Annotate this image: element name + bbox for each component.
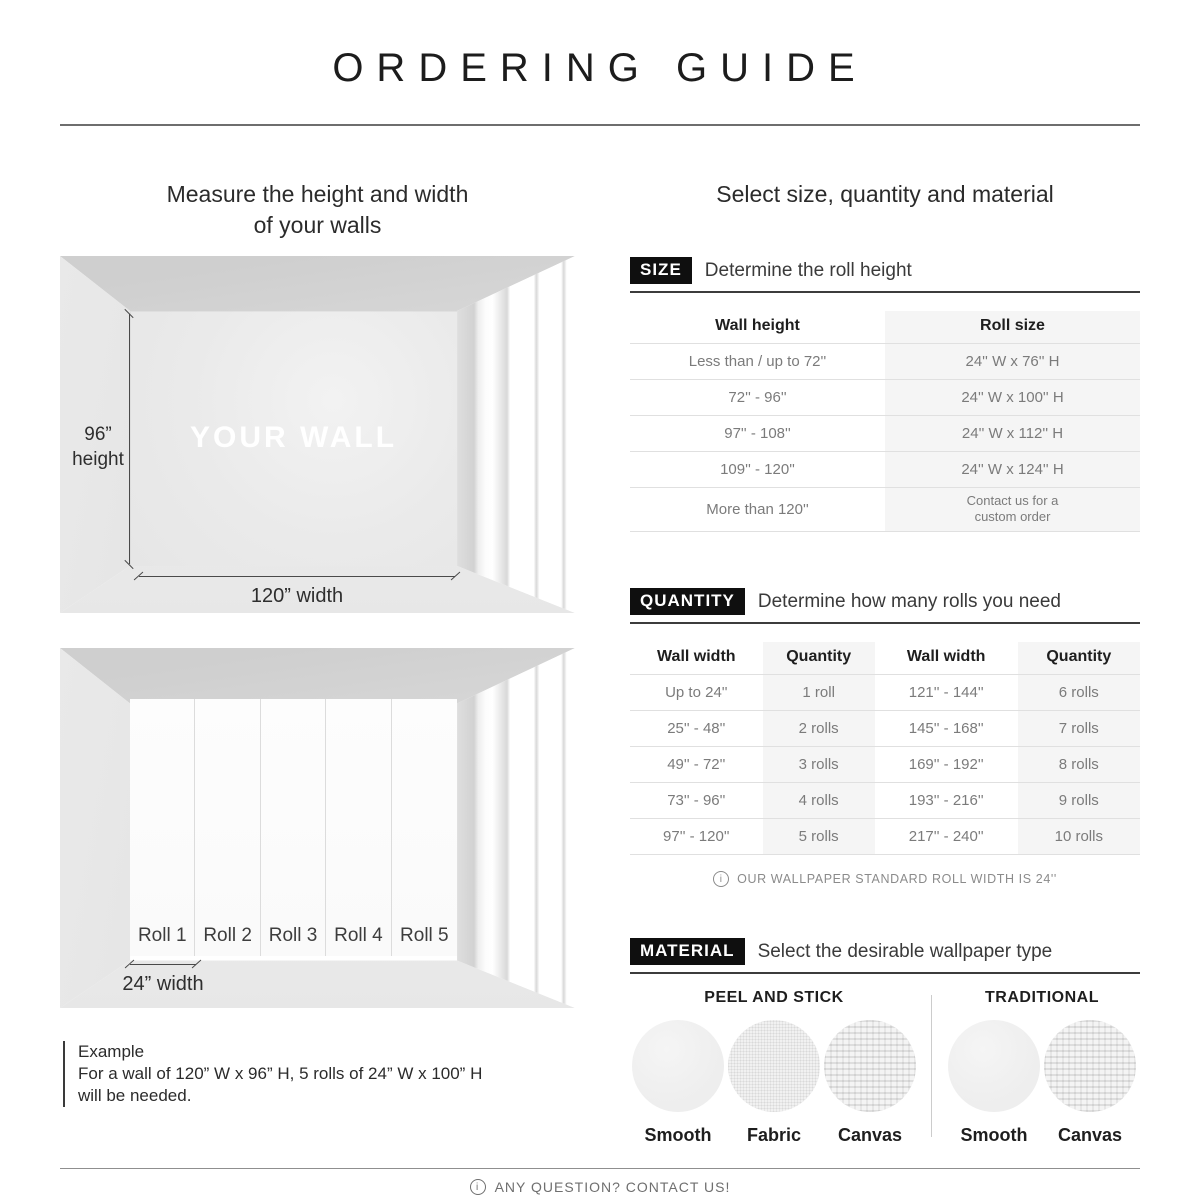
canvas-swatch-icon [824,1020,916,1112]
roll-panel [195,699,260,956]
roll-label: Roll 3 [268,925,318,947]
wall-height-cell: More than 120'' [630,488,885,532]
quantity-cell: 8 rolls [1018,747,1140,783]
roll-size-cell: 24'' W x 124'' H [885,452,1140,488]
wall-height-cell: 109'' - 120'' [630,452,885,488]
example-note [63,1041,575,1107]
measure-column [60,126,575,1107]
wall-height-cell: 72'' - 96'' [630,380,885,416]
roll-width-dimension-label: 24” width [122,973,204,995]
quantity-cell: 7 rolls [1018,711,1140,747]
roll-width-dimension-line [130,964,196,965]
table-row [630,783,1140,819]
roll-size-cell [885,488,1140,532]
content-columns [60,126,1140,1146]
wall-width-cell: 49'' - 72'' [630,747,763,783]
height-dimension-label [60,422,136,472]
roll-panel [326,699,391,956]
wall-width-cell: 145'' - 168'' [875,711,1018,747]
size-subtitle: Determine the roll height [704,259,912,281]
size-table [630,311,1140,532]
contact-custom-line2: custom order [974,509,1051,524]
quantity-cell: 4 rolls [763,783,875,819]
room-illustration-your-wall [60,256,575,613]
quantity-cell: 6 rolls [1018,675,1140,711]
table-row [630,819,1140,855]
example-line1: For a wall of 120” W x 96” H, 5 rolls of 24” W x 100” H [78,1064,483,1083]
qty-col-wall-width-1: Wall width [657,648,736,665]
quantity-section-header [630,588,1140,624]
traditional-title: TRADITIONAL [985,989,1099,1006]
roll-panel [261,699,326,956]
wall-width-cell: 25'' - 48'' [630,711,763,747]
footer-contact-text: ANY QUESTION? CONTACT US! [494,1179,731,1195]
roll-size-cell: 24'' W x 100'' H [885,380,1140,416]
peel-and-stick-title: PEEL AND STICK [704,989,844,1006]
size-badge: SIZE [630,257,692,284]
material-groups [630,989,1140,1146]
material-badge: MATERIAL [630,938,745,965]
select-heading: Select size, quantity and material [716,181,1054,207]
wall-width-cell: 193'' - 216'' [875,783,1018,819]
roll-label: Roll 2 [203,925,252,947]
material-group-divider [931,995,932,1137]
material-option-smooth [630,1020,726,1146]
standard-roll-width-note [630,871,1140,887]
wall-width-cell: 73'' - 96'' [630,783,763,819]
page-title: ORDERING GUIDE [332,46,868,90]
size-section-header [630,257,1140,293]
roll-label: Roll 4 [334,925,383,947]
roll-size-cell: 24'' W x 112'' H [885,416,1140,452]
quantity-cell: 3 rolls [763,747,875,783]
footer-contact [60,1179,1140,1195]
quantity-cell: 10 rolls [1018,819,1140,855]
roll-size-cell: 24'' W x 76'' H [885,344,1140,380]
qty-col-quantity-2: Quantity [1018,642,1140,675]
measure-heading [60,179,575,241]
table-row [630,380,1140,416]
measure-heading-line1: Measure the height and width [166,181,469,207]
width-dimension-line [139,576,455,577]
quantity-table [630,642,1140,855]
height-value: 96” [84,424,112,445]
size-table-header-row [630,311,1140,344]
wall-width-cell: 121'' - 144'' [875,675,1018,711]
wall-width-cell: 97'' - 120'' [630,819,763,855]
material-subtitle: Select the desirable wallpaper type [757,940,1053,962]
height-word: height [72,449,124,470]
roll-label: Roll 5 [400,925,449,947]
footer-divider [60,1168,1140,1169]
table-row [630,344,1140,380]
measure-heading-line2: of your walls [253,212,382,238]
example-title: Example [78,1042,145,1061]
wall-width-cell: 169'' - 192'' [875,747,1018,783]
size-col-wall-height: Wall height [715,317,800,334]
contact-custom-line1: Contact us for a [966,493,1059,508]
material-label: Canvas [837,1125,903,1145]
quantity-cell: 2 rolls [763,711,875,747]
table-row [630,711,1140,747]
table-row [630,675,1140,711]
table-row [630,747,1140,783]
quantity-section [630,588,1140,887]
material-label: Fabric [746,1125,802,1145]
wall-width-cell: Up to 24'' [630,675,763,711]
wall-height-cell: 97'' - 108'' [630,416,885,452]
smooth-swatch-icon [948,1020,1040,1112]
material-section [630,938,1140,1146]
quantity-badge: QUANTITY [630,588,745,615]
fabric-swatch-icon [728,1020,820,1112]
width-dimension-label: 120” width [250,585,344,607]
qty-col-quantity-1: Quantity [763,642,875,675]
peel-and-stick-group [630,989,918,1146]
material-label: Canvas [1057,1125,1123,1145]
info-icon [470,1179,486,1195]
traditional-group [946,989,1138,1146]
material-option-smooth [946,1020,1042,1146]
quantity-table-header-row [630,642,1140,675]
roll-panels [130,699,457,956]
quantity-cell: 1 roll [763,675,875,711]
room-illustration-rolls [60,648,575,1008]
canvas-swatch-icon [1044,1020,1136,1112]
quantity-cell: 5 rolls [763,819,875,855]
roll-panel [392,699,457,956]
quantity-cell: 9 rolls [1018,783,1140,819]
select-column [630,126,1140,1146]
material-option-canvas [822,1020,918,1146]
your-wall-label: YOUR WALL [190,421,398,455]
material-option-fabric [726,1020,822,1146]
example-line2: will be needed. [78,1086,192,1105]
quantity-subtitle: Determine how many rolls you need [757,590,1061,612]
wall-width-cell: 217'' - 240'' [875,819,1018,855]
material-label: Smooth [960,1125,1028,1145]
size-section [630,257,1140,532]
roll-panel [130,699,195,956]
traditional-swatches [946,1020,1138,1146]
size-col-roll-size: Roll size [885,311,1140,344]
qty-col-wall-width-2: Wall width [906,648,986,665]
wall-height-cell: Less than / up to 72'' [630,344,885,380]
material-option-canvas [1042,1020,1138,1146]
table-row [630,416,1140,452]
peel-and-stick-swatches [630,1020,918,1146]
table-row [630,452,1140,488]
standard-roll-width-text: OUR WALLPAPER STANDARD ROLL WIDTH IS 24'' [737,872,1057,886]
smooth-swatch-icon [632,1020,724,1112]
material-section-header [630,938,1140,974]
table-row [630,488,1140,532]
info-icon [713,871,729,887]
roll-label: Roll 1 [137,925,187,947]
material-label: Smooth [644,1125,712,1145]
